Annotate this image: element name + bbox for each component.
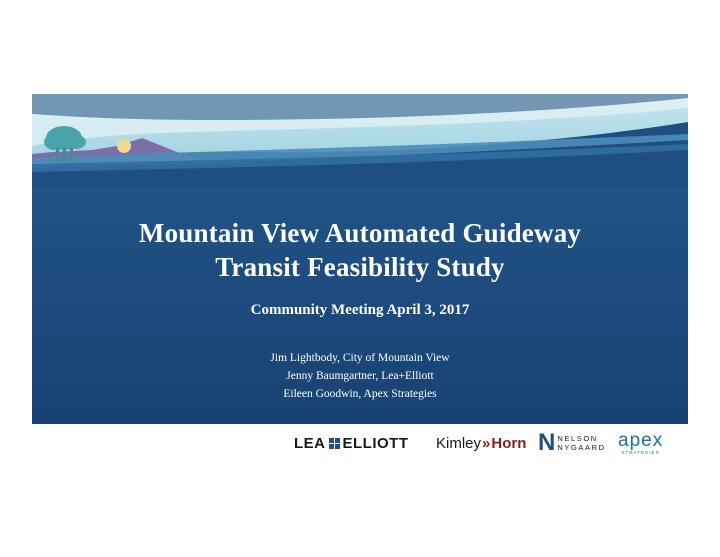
- title-line-2: Transit Feasibility Study: [215, 252, 505, 282]
- elliott-logo-text: ELLIOTT: [342, 434, 409, 452]
- slide-title: [32, 216, 688, 284]
- horn-logo-text: Horn: [491, 434, 527, 452]
- presenter-2: Jenny Baumgartner, Lea+Elliott: [286, 370, 434, 382]
- presenter-list: [32, 349, 688, 403]
- apex-logo-text: apex: [618, 429, 664, 451]
- kimley-logo-text: Kimley: [436, 434, 482, 452]
- lea-elliott-logo: [294, 430, 409, 456]
- kimley-horn-logo: [436, 430, 526, 456]
- sun-icon: [117, 139, 131, 153]
- title-line-1: Mountain View Automated Guideway: [138, 218, 582, 248]
- nelson-logo-text: NELSON: [557, 434, 598, 443]
- presenter-3: Eileen Goodwin, Apex Strategies: [283, 388, 437, 400]
- nygaard-logo-text: NYGAARD: [557, 443, 606, 452]
- presenter-1: Jim Lightbody, City of Mountain View: [270, 352, 450, 364]
- lea-logo-text: LEA: [294, 434, 326, 452]
- apex-strategies-logo: [618, 430, 663, 456]
- apex-strategies-text: STRATEGIES: [621, 449, 660, 455]
- nelson-n-icon: N: [538, 429, 556, 456]
- kimley-horn-chevron-icon: »: [482, 434, 491, 452]
- lea-elliott-mark-icon: [329, 438, 340, 449]
- nelson-nygaard-logo: [538, 430, 606, 456]
- title-slide: [32, 94, 688, 462]
- slide-subtitle: Community Meeting April 3, 2017: [250, 302, 470, 318]
- mountain-banner-graphic: [32, 94, 688, 186]
- partner-logo-bar: [32, 424, 688, 462]
